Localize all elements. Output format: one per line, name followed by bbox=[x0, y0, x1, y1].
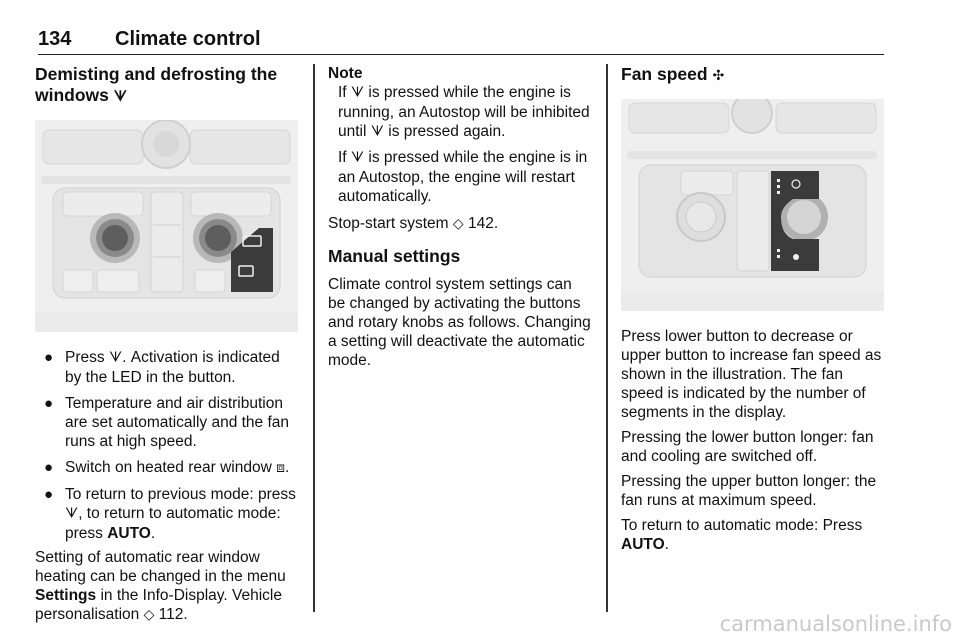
column-divider-1 bbox=[313, 64, 315, 612]
section-title: Climate control bbox=[115, 28, 261, 50]
note-paragraph-1: If ᗐ is pressed while the engine is running, an Autostop will be inhibited until ᗐ is pressed again. bbox=[338, 84, 590, 140]
fan-speed-heading: Fan speed ✣ bbox=[621, 64, 725, 84]
manual-settings-text: Climate control system settings can be changed by activating the buttons and rotary knobs as follows. Changing a setting will deactivate the automatic mode. bbox=[328, 276, 591, 369]
fan-speed-paragraph-1: Press lower button to decrease or upper button to increase fan speed as shown in the illustration. The fan speed is indicated by the number of segments in the display. bbox=[621, 328, 882, 421]
column-divider-2 bbox=[606, 64, 608, 612]
page-number: 134 bbox=[38, 28, 72, 50]
list-item: ● To return to previous mode: press ᗐ, to return to automatic mode: press AUTO. bbox=[44, 486, 296, 542]
stop-start-reference: Stop-start system ◇ 142. bbox=[328, 215, 499, 232]
fan-panel-drawing bbox=[621, 99, 884, 311]
climate-panel-illustration-defrost bbox=[35, 120, 298, 332]
manual-settings-heading: Manual settings bbox=[328, 246, 461, 266]
climate-panel-illustration-fan bbox=[621, 99, 884, 311]
climate-panel-drawing bbox=[35, 120, 298, 332]
rear-window-settings-paragraph: Setting of automatic rear window heating can be changed in the menu Settings in the Info-Display. Vehicle personalisation ◇ 112. bbox=[35, 549, 286, 623]
defrost-steps-list bbox=[35, 348, 300, 543]
windscreen-defrost-icon: ᗐ bbox=[108, 350, 123, 366]
column-demisting bbox=[35, 64, 300, 625]
windscreen-defrost-icon: ᗐ bbox=[113, 89, 127, 105]
windscreen-defrost-icon: ᗐ bbox=[350, 150, 365, 166]
page-header bbox=[38, 28, 884, 55]
note-title: Note bbox=[328, 65, 363, 82]
cross-reference-arrow-icon: ◇ bbox=[143, 607, 155, 623]
list-item: ● Temperature and air distribution are set automatically and the fan runs at high speed. bbox=[44, 395, 290, 450]
fan-icon: ✣ bbox=[712, 68, 725, 84]
list-item: ● Switch on heated rear window ⧈. bbox=[44, 459, 290, 476]
fan-speed-paragraph-3: Pressing the upper button longer: the fan runs at maximum speed. bbox=[621, 473, 877, 509]
windscreen-defrost-icon: ᗐ bbox=[65, 506, 79, 522]
column-note-manual bbox=[328, 64, 593, 370]
list-item: ● Press ᗐ. Activation is indicated by the LED in the button. bbox=[44, 349, 280, 386]
column-fan-speed bbox=[621, 64, 886, 554]
watermark: carmanualsonline.info bbox=[719, 612, 952, 636]
cross-reference-arrow-icon: ◇ bbox=[452, 216, 464, 232]
demisting-heading: Demisting and defrosting the windows ᗐ bbox=[35, 64, 278, 105]
windscreen-defrost-icon: ᗐ bbox=[350, 85, 365, 101]
fan-speed-paragraph-2: Pressing the lower button longer: fan and cooling are switched off. bbox=[621, 429, 874, 465]
note-paragraph-2: If ᗐ is pressed while the engine is in an Autostop, the engine will restart automatically. bbox=[338, 149, 588, 205]
windscreen-defrost-icon: ᗐ bbox=[370, 124, 384, 140]
fan-speed-paragraph-4: To return to automatic mode: Press AUTO. bbox=[621, 517, 863, 553]
heated-rear-window-icon: ⧈ bbox=[276, 460, 285, 476]
